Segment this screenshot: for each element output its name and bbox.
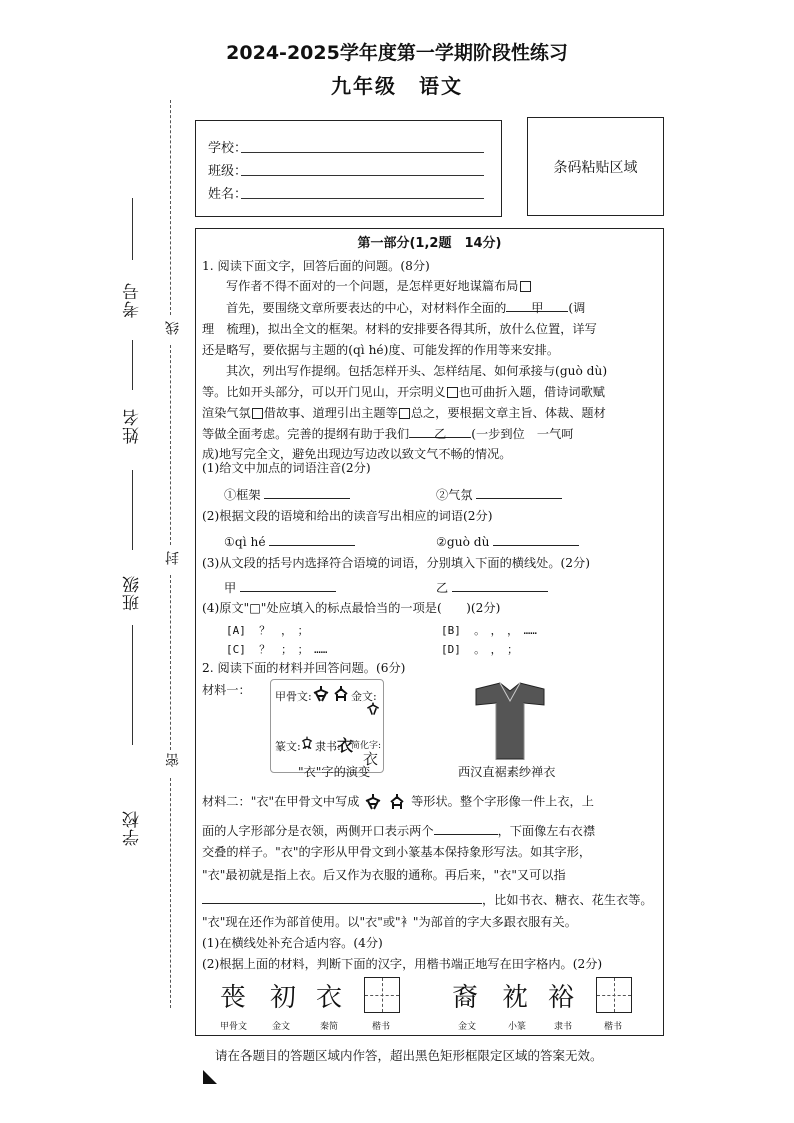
q1-para3-line2 (202, 383, 605, 401)
seal-dash-2 (170, 345, 171, 545)
option-b[interactable]: [B] 。 ， ， …… (441, 624, 537, 637)
q1-p3c2: 借故事、道理引出主题等 (263, 406, 398, 420)
option-d[interactable]: [D] 。 ， ； (441, 643, 519, 656)
label-lishu: 隶书: (315, 740, 341, 753)
m2a: 材料二："衣"在甲骨文中写成 (202, 794, 360, 809)
part1-heading: 第一部分(1,2题 14分) (357, 236, 502, 251)
side-school: 学校 (123, 810, 143, 846)
m2b2: ，下面像左右衣襟 (497, 824, 596, 838)
option-a[interactable]: [A] ？ ， ； (226, 624, 309, 637)
glyph-jiagu: 䘮 (220, 983, 247, 1013)
material2-line3: 交叠的样子。"衣"的字形从甲骨文到小篆基本保持象形写法。如其字形， (202, 845, 592, 859)
name-field[interactable] (241, 198, 484, 199)
q1-p3d2: (一步到位 一气呵 (471, 427, 574, 441)
cap-lishu: 隶书 (554, 1022, 573, 1032)
label-jianhua: 简化字: (351, 741, 382, 751)
corner-mark-icon (203, 1070, 217, 1084)
material2-line6: "衣"现在还作为部首使用。以"衣"或"衤"为部首的字大多跟衣服有关。 (202, 915, 577, 929)
label-jiagu: 甲骨文: (275, 690, 312, 703)
cap-qinjian: 秦简 (320, 1022, 339, 1032)
glyph-xiaozhuan: 衴 (502, 983, 529, 1013)
answer-blank[interactable] (240, 579, 336, 592)
q1-sub3-a (224, 579, 336, 597)
material1-label: 材料一： (202, 683, 251, 697)
jiagu-yi2-icon (331, 684, 351, 704)
label-jinwen: 金文: (351, 690, 377, 703)
glyph-jinwen-2: 裔 (452, 983, 479, 1013)
cap-kaishu-2: 楷书 (604, 1022, 623, 1032)
answer-blank[interactable] (476, 486, 562, 499)
q1-para1-text: 写作者不得不面对的一个问题，是怎样更好地谋篇布局 (226, 279, 519, 293)
side-exam-no: 考号 (123, 282, 143, 318)
seal-dash-3 (170, 575, 171, 750)
q1-para2 (226, 299, 585, 317)
label-zhuanwen: 篆文: (275, 740, 301, 753)
barcode-area: 条码粘贴区域 (527, 117, 664, 216)
cap-jinwen: 金文 (272, 1022, 291, 1032)
q1-sub1: (1)给文中加点的词语注音(2分) (202, 461, 371, 475)
material2-line1 (202, 792, 594, 812)
m2e: ，比如书衣、糖衣、花生衣等。 (482, 893, 653, 907)
q1-sub1-a-label: ①框架 (224, 488, 261, 502)
q1-para2-text: 首先，要围绕文章所要表达的中心，对材料作全面的 (226, 301, 507, 315)
school-label: 学校： (208, 141, 248, 156)
tianzi-grid-2[interactable] (596, 977, 632, 1013)
q1-para2-line3: 还是略写，要依据与主题的(qì hé)度、可能发挥的作用等来安排。 (202, 343, 560, 357)
tianzi-grid-1[interactable] (364, 977, 400, 1013)
glyph-lishu: 裕 (548, 983, 575, 1013)
zhuanwen-yi-icon (299, 734, 315, 752)
caption-robe: 西汉直裾素纱禅衣 (458, 765, 556, 779)
q1-sub3-b (436, 579, 548, 597)
m2a2: 等形状。整个字形像一件上衣，上 (411, 794, 594, 809)
footer-note: 请在各题目的答题区域内作答，超出黑色矩形框限定区域的答案无效。 (215, 1048, 603, 1063)
q2-sub2: (2)根据上面的材料，判断下面的汉字，用楷书端正地写在田字格内。(2分) (202, 957, 603, 971)
student-info-box (195, 120, 502, 217)
jiagu-yi-icon (363, 792, 383, 812)
q1-para3-line5: 成)地写完全文，避免出现边写边改以致文气不畅的情况。 (202, 447, 512, 461)
q1-sub2-a-label: ①qì hé (224, 535, 266, 549)
glyph-qinjian: 衣 (316, 983, 343, 1013)
exam-no-line (132, 198, 133, 260)
punct-box[interactable] (252, 408, 263, 419)
answer-blank[interactable] (493, 533, 579, 546)
side-class: 班级 (123, 575, 143, 611)
caption-evolution: "衣"字的演变 (298, 765, 371, 779)
q1-p3c: 渲染气氛 (202, 406, 251, 420)
punct-box[interactable] (399, 408, 410, 419)
q1-sub3: (3)从文段的括号内选择符合语境的词语，分别填入下面的横线处。(2分) (202, 556, 590, 570)
answer-blank[interactable] (434, 822, 498, 835)
jiagu-yi-icon (311, 684, 331, 704)
name-label: 姓名： (208, 187, 248, 202)
page-subtitle: 九年级 语文 (331, 74, 463, 98)
seal-dash-4 (170, 778, 171, 1008)
material2-line5 (202, 891, 653, 909)
q1-p3c3: 总之，要根据文章主旨、体裁、题材 (410, 406, 606, 420)
q1-p3b2: 也可曲折入题，借诗词歌赋 (458, 385, 605, 399)
q2-stem: 2. 阅读下面的材料并回答问题。(6分) (202, 661, 406, 675)
punct-box[interactable] (447, 387, 458, 398)
punct-box[interactable] (520, 281, 531, 292)
jinwen-yi-icon (365, 700, 381, 718)
seal-dash-1 (170, 100, 171, 315)
answer-blank[interactable] (452, 579, 548, 592)
class-label: 班级： (208, 164, 248, 179)
page-title: 2024-2025学年度第一学期阶段性练习 (226, 42, 568, 64)
q1-para3-line3 (202, 404, 606, 422)
q1-para3-line4 (202, 425, 573, 443)
class-field[interactable] (241, 175, 484, 176)
cap-jiagu: 甲骨文 (220, 1022, 248, 1032)
q1-sub2: (2)根据文段的语境和给出的读音写出相应的词语(2分) (202, 509, 493, 523)
q1-para1 (226, 277, 532, 295)
answer-area (195, 228, 664, 1036)
q1-sub1-b (436, 486, 562, 504)
blank-yi[interactable]: 乙 (409, 425, 471, 438)
seal-xian: 线 (165, 320, 181, 335)
jiagu-yi2-icon (387, 792, 407, 812)
q1-sub4: (4)原文"□"处应填入的标点最恰当的一项是( )(2分) (202, 601, 501, 615)
lishu-char: 衣 (337, 736, 354, 755)
class-line (132, 470, 133, 550)
robe-image (474, 681, 546, 761)
q1-para3-line1: 其次，列出写作提纲。包括怎样开头、怎样结尾、如何承接与(guò dù) (226, 364, 608, 378)
cap-kaishu: 楷书 (372, 1022, 391, 1032)
q2-sub1: (1)在横线处补充合适内容。(4分) (202, 936, 383, 950)
q1-sub1-a (224, 486, 350, 504)
blank-jia[interactable]: 甲 (506, 299, 568, 312)
q1-sub3-a-label: 甲 (224, 581, 237, 595)
material2-line2 (202, 822, 595, 840)
seal-mi: 密 (165, 752, 181, 767)
name-line (132, 340, 133, 390)
q1-sub2-a (224, 533, 355, 551)
q1-para2-line2: 理 梳理)，拟出全文的框架。材料的安排要各得其所，放什么位置，详写 (202, 322, 597, 336)
material2-line4: "衣"最初就是指上衣。后又作为衣服的通称。再后来，"衣"又可以指 (202, 868, 566, 882)
glyph-jinwen: 初 (270, 983, 297, 1013)
side-name: 姓名 (123, 408, 143, 444)
cap-xiaozhuan: 小篆 (508, 1022, 527, 1032)
m2b: 面的人字形部分是衣领，两侧开口表示两个 (202, 824, 434, 838)
char-evolution-panel (270, 679, 384, 773)
q1-sub3-b-label: 乙 (436, 581, 449, 595)
school-line (132, 625, 133, 745)
answer-blank[interactable] (202, 891, 482, 904)
q1-sub2-b (436, 533, 579, 551)
q1-sub1-b-label: ②气氛 (436, 488, 473, 502)
cap-jinwen-2: 金文 (458, 1022, 477, 1032)
q1-sub2-b-label: ②guò dù (436, 535, 490, 549)
q1-p3d: 等做全面考虑。完善的提纲有助于我们 (202, 427, 410, 441)
q1-para2-tail: (调 (568, 301, 586, 315)
q1-p3b: 等。比如开头部分，可以开门见山，开宗明义 (202, 385, 446, 399)
option-c[interactable]: [C] ？ ； ； …… (226, 643, 328, 656)
answer-blank[interactable] (264, 486, 350, 499)
seal-feng: 封 (165, 550, 181, 565)
q1-stem: 1. 阅读下面文字，回答后面的问题。(8分) (202, 259, 430, 273)
jianhua-char: 衣 (363, 750, 379, 768)
answer-blank[interactable] (269, 533, 355, 546)
school-field[interactable] (241, 152, 484, 153)
